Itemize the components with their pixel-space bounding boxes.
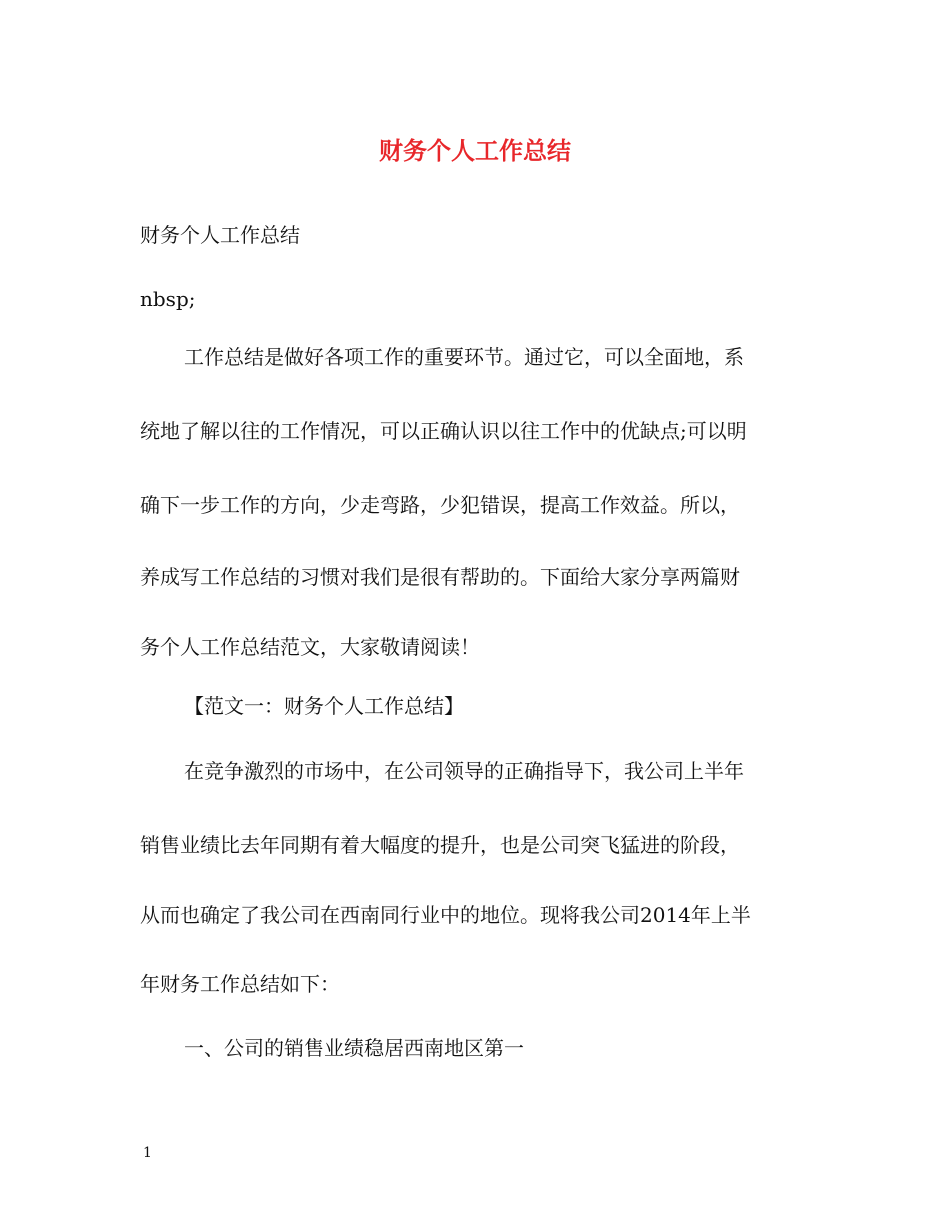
paragraph-line: 工作总结是做好各项工作的重要环节。通过它，可以全面地，系 xyxy=(184,345,744,369)
paragraph-line: 在竞争激烈的市场中，在公司领导的正确指导下，我公司上半年 xyxy=(184,759,744,783)
page-number: 1 xyxy=(143,1145,152,1161)
section-heading: 【范文一：财务个人工作总结】 xyxy=(184,694,464,718)
subtitle-line: 财务个人工作总结 xyxy=(140,223,300,247)
document-title: 财务个人工作总结 xyxy=(379,136,571,165)
paragraph-line: 确下一步工作的方向，少走弯路，少犯错误，提高工作效益。所以， xyxy=(140,493,740,517)
paragraph-line: 从而也确定了我公司在西南同行业中的地位。现将我公司2014年上半 xyxy=(140,903,751,927)
paragraph-line: 销售业绩比去年同期有着大幅度的提升，也是公司突飞猛进的阶段， xyxy=(140,833,740,857)
section-heading: 一、公司的销售业绩稳居西南地区第一 xyxy=(184,1036,524,1060)
paragraph-line: 统地了解以往的工作情况，可以正确认识以往工作中的优缺点;可以明 xyxy=(140,419,747,443)
paragraph-line: 务个人工作总结范文，大家敬请阅读！ xyxy=(140,635,480,659)
paragraph-line: 年财务工作总结如下： xyxy=(140,972,340,996)
text-line: nbsp; xyxy=(140,287,196,311)
paragraph-line: 养成写工作总结的习惯对我们是很有帮助的。下面给大家分享两篇财 xyxy=(140,565,740,589)
